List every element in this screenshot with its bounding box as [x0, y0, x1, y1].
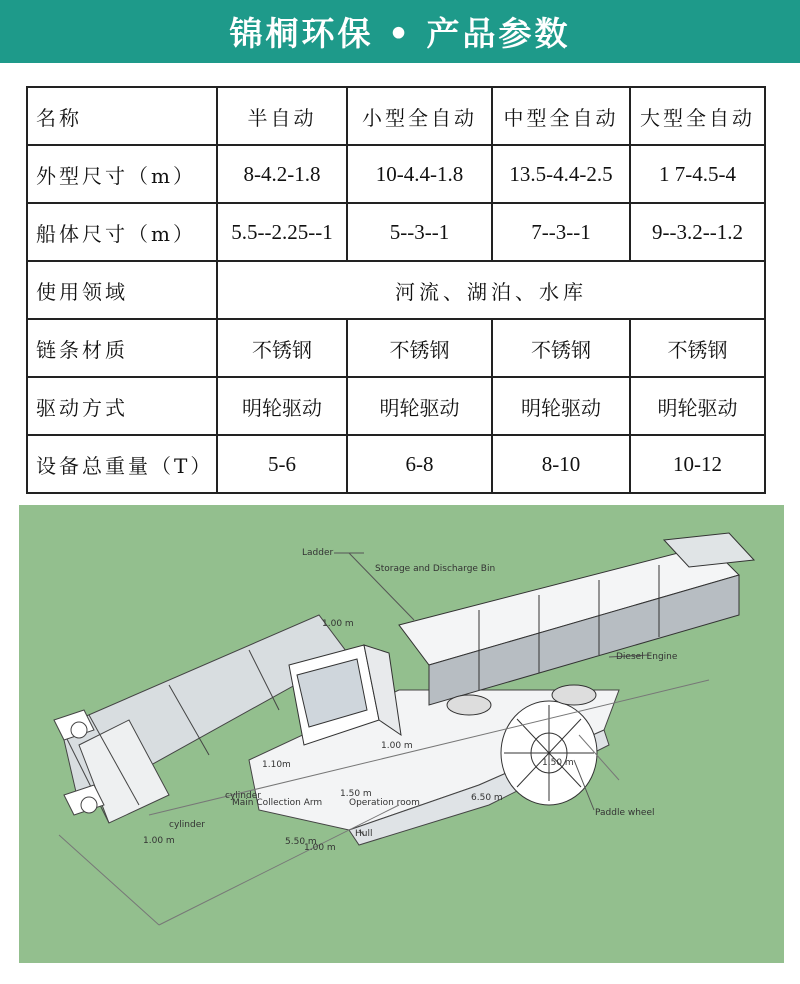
boat-drawing — [19, 505, 784, 963]
table-cell: 10-12 — [630, 435, 765, 493]
dimension-label: 5.50 m — [285, 837, 317, 847]
table-cell: 不锈钢 — [217, 319, 347, 377]
dimension-label: 1.50 m — [340, 789, 372, 799]
table-cell: 6-8 — [347, 435, 492, 493]
label-paddle-wheel: Paddle wheel — [595, 808, 655, 818]
table-cell: 5.5--2.25--1 — [217, 203, 347, 261]
label-ladder: Ladder — [302, 548, 334, 558]
table-cell-span: 河流、湖泊、水库 — [217, 261, 765, 319]
table-cell: 10-4.4-1.8 — [347, 145, 492, 203]
table-cell: 不锈钢 — [492, 319, 630, 377]
dimension-label: 1.00 m — [381, 741, 413, 751]
dimension-label: 1.50 m — [542, 758, 574, 768]
header-title: 锦桐环保 • 产品参数 — [229, 14, 571, 53]
boat-illustration — [19, 505, 784, 963]
dimension-label: 1.00 m — [143, 836, 175, 846]
table-cell: 5-6 — [217, 435, 347, 493]
table-cell: 不锈钢 — [630, 319, 765, 377]
table-cell: 明轮驱动 — [630, 377, 765, 435]
table-cell: 1 7-4.5-4 — [630, 145, 765, 203]
table-cell: 明轮驱动 — [217, 377, 347, 435]
label-cylinder-lower: cylinder — [169, 820, 205, 830]
table-row — [27, 377, 765, 435]
boat-lines-icon — [54, 533, 754, 925]
row-label: 设备总重量（T） — [27, 435, 217, 493]
row-label: 驱动方式 — [27, 377, 217, 435]
row-label: 船体尺寸（m） — [27, 203, 217, 261]
dimension-label: 1.00 m — [322, 619, 354, 629]
table-cell: 不锈钢 — [347, 319, 492, 377]
model-header: 半自动 — [217, 87, 347, 145]
table-cell: 9--3.2--1.2 — [630, 203, 765, 261]
row-label: 使用领域 — [27, 261, 217, 319]
dimension-label: 1.00 m — [304, 843, 336, 853]
table-cell: 13.5-4.4-2.5 — [492, 145, 630, 203]
table-row — [27, 145, 765, 203]
label-cylinder-upper: cylinder — [225, 791, 261, 801]
row-label: 外型尺寸（m） — [27, 145, 217, 203]
model-header: 大型全自动 — [630, 87, 765, 145]
label-main-arm: Main Collection Arm — [232, 798, 323, 808]
table-row — [27, 319, 765, 377]
table-row — [27, 203, 765, 261]
model-header: 小型全自动 — [347, 87, 492, 145]
label-storage-bin: Storage and Discharge Bin — [375, 564, 496, 574]
spec-table — [26, 86, 766, 494]
label-hull: Hull — [355, 829, 373, 839]
row-label: 链条材质 — [27, 319, 217, 377]
label-operation-room: Operation room — [349, 798, 420, 808]
page-header — [0, 0, 800, 63]
dimension-label: 6.50 m — [471, 793, 503, 803]
table-cell: 5--3--1 — [347, 203, 492, 261]
table-row — [27, 435, 765, 493]
model-header: 中型全自动 — [492, 87, 630, 145]
table-cell: 8-10 — [492, 435, 630, 493]
dimension-label: 1.10m — [262, 760, 291, 770]
table-header-row — [27, 87, 765, 145]
label-diesel-engine: Diesel Engine — [616, 652, 678, 662]
table-cell: 明轮驱动 — [347, 377, 492, 435]
table-cell: 7--3--1 — [492, 203, 630, 261]
table-cell: 8-4.2-1.8 — [217, 145, 347, 203]
row-label: 名称 — [27, 87, 217, 145]
table-cell: 明轮驱动 — [492, 377, 630, 435]
table-row — [27, 261, 765, 319]
